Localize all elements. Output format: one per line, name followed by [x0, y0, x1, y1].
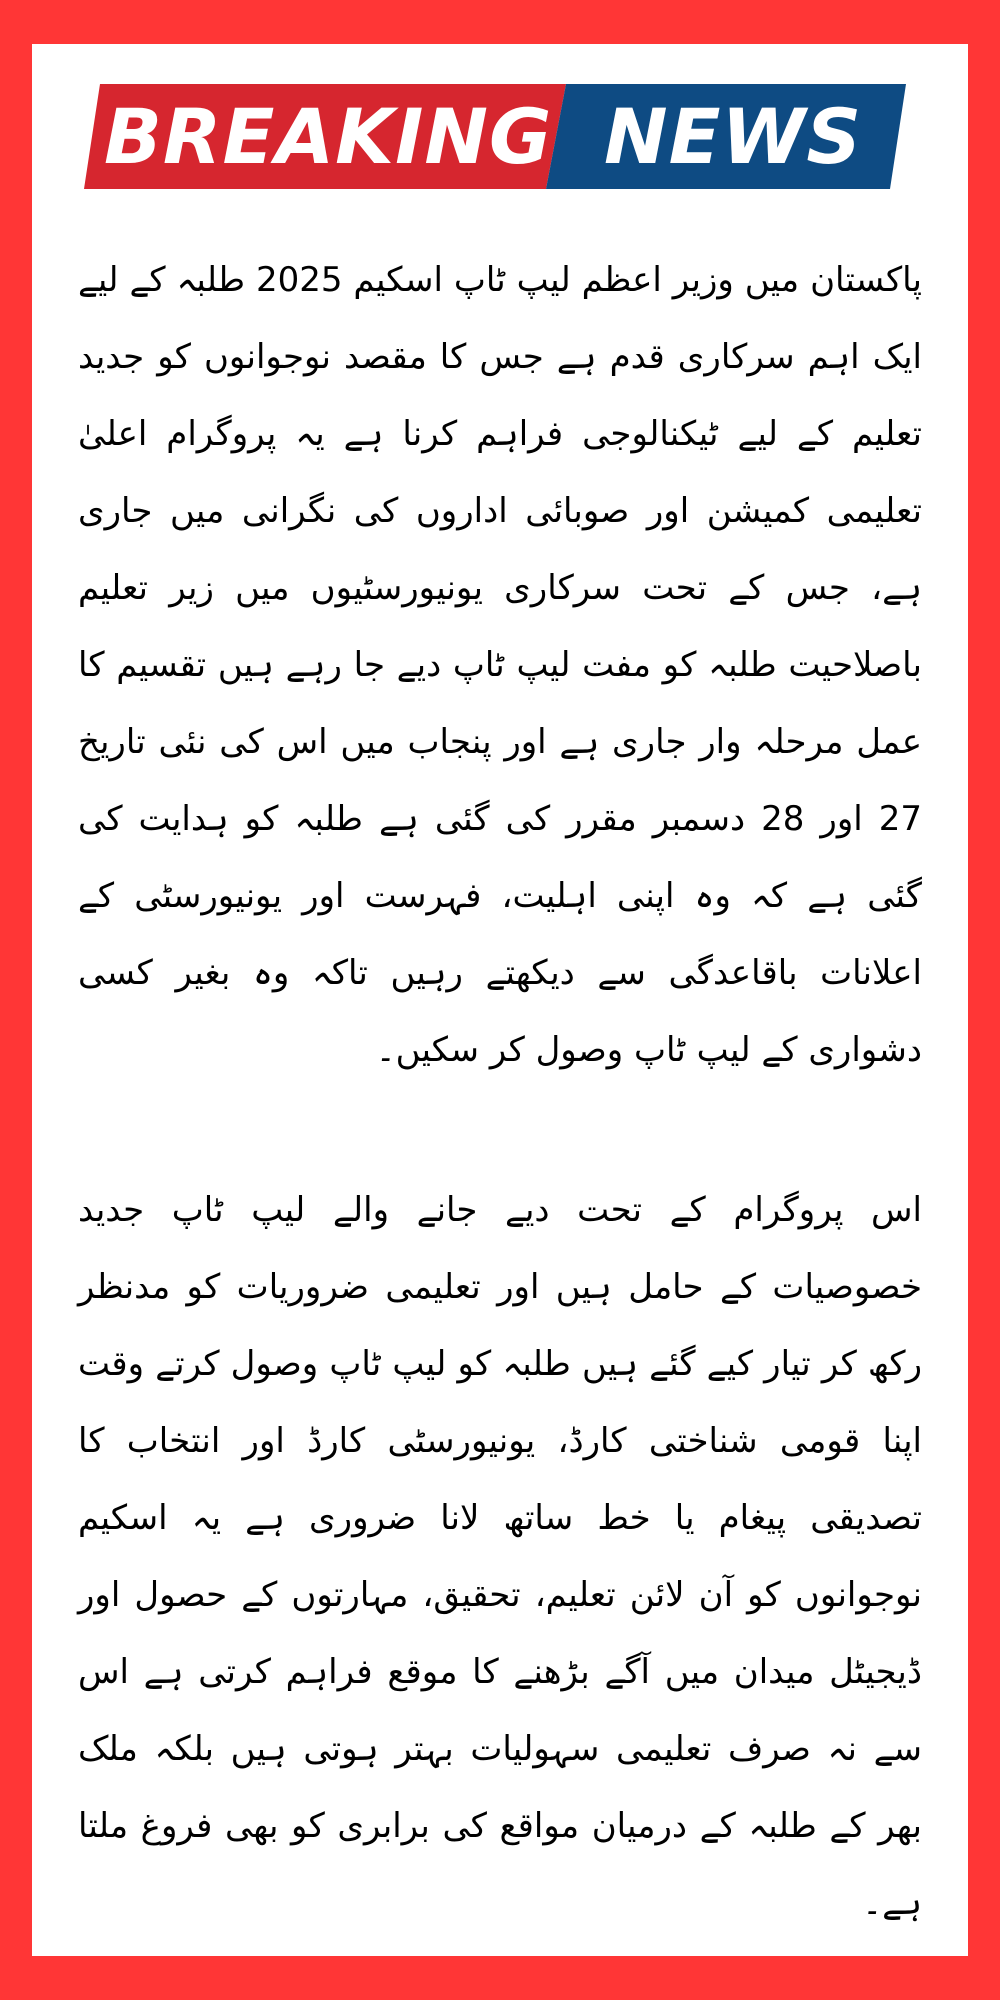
article-paragraph-1: پاکستان میں وزیر اعظم لیپ ٹاپ اسکیم 2025 طلبہ کے لیے ایک اہم سرکاری قدم ہے جس کا مقصد نوجوانوں کو جدید تعلیم کے لیے ٹیکنالوجی فراہم کرنا ہے یہ پروگرام اعلیٰ تعلیمی کمیشن اور صوبائی اداروں کی نگرانی میں جاری ہے، جس کے تحت سرکاری یونیورسٹیوں میں زیر تعلیم باصلاحیت طلبہ کو مفت لیپ ٹاپ دیے جا رہے ہیں تقسیم کا عمل مرحلہ وار جاری ہے اور پنجاب میں اس کی نئی تاریخ 27 اور 28 دسمبر مقرر کی گئی ہے طلبہ کو ہدایت کی گئی ہے کہ وہ اپنی اہلیت، فہرست اور یونیورسٹی کے اعلانات باقاعدگی سے دیکھتے رہیں تاکہ وہ بغیر کسی دشواری کے لیپ ٹاپ وصول کر سکیں۔ — [78, 260, 922, 1070]
breaking-news-banner — [84, 84, 906, 189]
banner-word-breaking: BREAKING — [104, 92, 553, 181]
article-page — [32, 44, 968, 1956]
banner-word-news: NEWS — [604, 92, 863, 181]
article-paragraph-2: اس پروگرام کے تحت دیے جانے والے لیپ ٹاپ جدید خصوصیات کے حامل ہیں اور تعلیمی ضروریات کو مدنظر رکھ کر تیار کیے گئے ہیں طلبہ کو لیپ ٹاپ وصول کرتے وقت اپنا قومی شناختی کارڈ، یونیورسٹی کارڈ اور انتخاب کا تصدیقی پیغام یا خط ساتھ لانا ضروری ہے یہ اسکیم نوجوانوں کو آن لائن تعلیم، تحقیق، مہارتوں کے حصول اور ڈیجیٹل میدان میں آگے بڑھنے کا موقع فراہم کرتی ہے اس سے نہ صرف تعلیمی سہولیات بہتر ہوتی ہیں بلکہ ملک بھر کے طلبہ کے درمیان مواقع کی برابری کو بھی فروغ ملتا ہے۔ — [78, 1190, 922, 1923]
